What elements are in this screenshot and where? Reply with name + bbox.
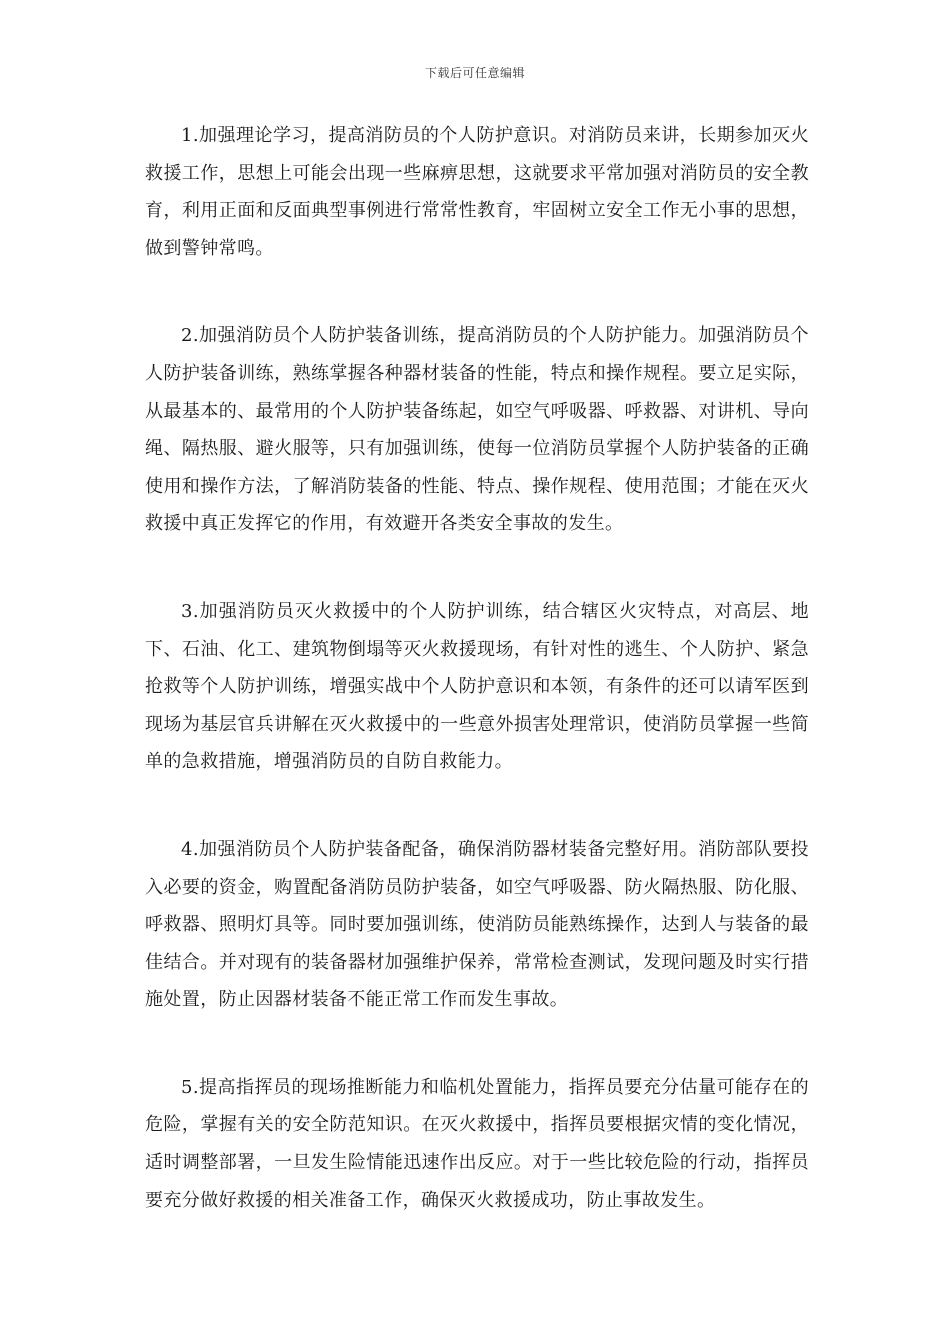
paragraph-4: 4.加强消防员个人防护装备配备，确保消防器材装备完整好用。消防部队要投入必要的资金，购置配备消防员防护装备，如空气呼吸器、防火隔热服、防化服、呼救器、照明灯具等。同时要加强训练，使消防员能熟练操作，达到人与装备的最佳结合。并对现有的装备器材加强维护保养，常常检查测试，发现问题及时实行措施处置，防止因器材装备不能正常工作而发生事故。 — [145, 838, 809, 1011]
paragraph-5: 5.提高指挥员的现场推断能力和临机处置能力，指挥员要充分估量可能存在的危险，掌握有关的安全防范知识。在灭火救援中，指挥员要根据灾情的变化情况，适时调整部署，一旦发生险情能迅速作出反应。对于一些比较危险的行动，指挥员要充分做好救援的相关准备工作，确保灭火救援成功，防止事故发生。 — [145, 1076, 809, 1211]
paragraph-1: 1.加强理论学习，提高消防员的个人防护意识。对消防员来讲，长期参加灭火救援工作，思想上可能会出现一些麻痹思想，这就要求平常加强对消防员的安全教育，利用正面和反面典型事例进行常常性教育，牢固树立安全工作无小事的思想，做到警钟常鸣。 — [145, 125, 809, 259]
paragraph-2: 2.加强消防员个人防护装备训练，提高消防员的个人防护能力。加强消防员个人防护装备训练，熟练掌握各种器材装备的性能，特点和操作规程。要立足实际，从最基本的、最常用的个人防护装备练起，如空气呼吸器、呼救器、对讲机、导向绳、隔热服、避火服等，只有加强训练，使每一位消防员掌握个人防护装备的正确使用和操作方法，了解消防装备的性能、特点、操作规程、使用范围；才能在灭火救援中真正发挥它的作用，有效避开各类安全事故的发生。 — [145, 325, 809, 535]
paragraph-3: 3.加强消防员灭火救援中的个人防护训练，结合辖区火灾特点，对高层、地下、石油、化工、建筑物倒塌等灭火救援现场，有针对性的逃生、个人防护、紧急抢救等个人防护训练，增强实战中个人防护意识和本领，有条件的还可以请军医到现场为基层官兵讲解在灭火救援中的一些意外损害处理常识，使消防员掌握一些简单的急救措施，增强消防员的自防自救能力。 — [145, 600, 809, 773]
page-header: 下载后可任意编辑 — [424, 66, 525, 80]
document-body — [145, 117, 809, 1269]
